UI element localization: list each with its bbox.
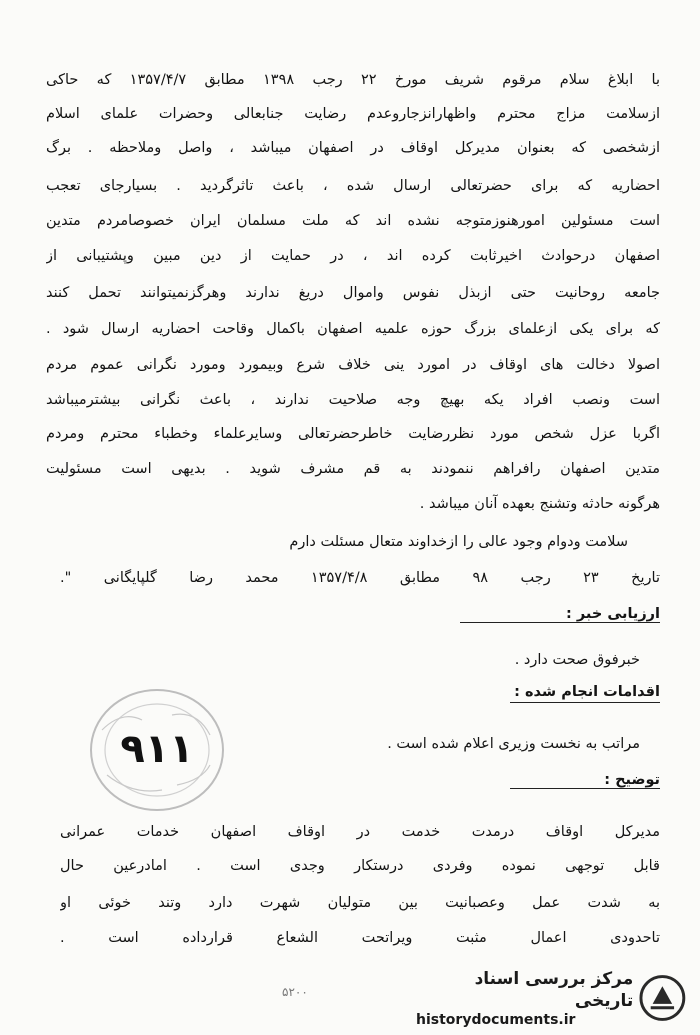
archive-logo-icon xyxy=(639,974,686,1022)
footer-branding xyxy=(416,969,686,1028)
letter-line: است مسئولین امورهنوزمتوجه نشده اند که ملت مسلمان ایران خصوصامردم متدین xyxy=(46,213,660,229)
letter-line: اگربا عزل شخص مورد نظررضایت خاطرحضرتعالی وسایرعلماء وخطباء محترم ومردم xyxy=(46,426,660,442)
actions-text: مراتب به نخست وزیری اعلام شده است . xyxy=(387,736,640,752)
evaluation-text: خبرفوق صحت دارد . xyxy=(514,652,640,668)
letter-line: با ابلاغ سلام مرقوم شریف مورخ ۲۲ رجب ۱۳۹۸ مطابق ۱۳۵۷/۴/۷ که حاکی xyxy=(46,72,660,88)
notes-line: مدیرکل اوقاف درمدت خدمت در اوقاف اصفهان خدمات عمرانی xyxy=(60,824,660,840)
actions-underline xyxy=(510,702,660,703)
letter-line: که برای یکی ازعلمای بزرگ حوزه علمیه اصفهان باکمال وقاحت احضاریه ارسال شود . xyxy=(46,321,660,337)
notes-label: توضیح : xyxy=(604,772,660,788)
letter-line: احضاریه که برای حضرتعالی ارسال شده ، باعث تاثرگردید . بسیارجای تعجب xyxy=(46,178,660,194)
evaluation-underline xyxy=(460,622,660,623)
actions-label: اقدامات انجام شده : xyxy=(514,684,660,700)
notes-line: به شدت عمل وعصبانیت بین متولیان شهرت دارد وتند خوئی او xyxy=(60,895,660,911)
closing-line: سلامت ودوام وجود عالی را ازخداوند متعال مسئلت دارم xyxy=(289,534,628,550)
footer-title: مرکز بررسی اسناد تاریخی xyxy=(474,969,634,1011)
letter-line: هرگونه حادثه وتشنج بعهده آنان میباشد . xyxy=(419,496,660,512)
letter-line: ازشخصی که بعنوان مدیرکل اوقاف در اصفهان میباشد ، واصل وملاحظه . برگ xyxy=(46,140,660,156)
letter-line: جامعه روحانیت حتی ازبذل نفوس واموال دریغ ندارند وهرگزنمیتوانند تحمل کنند xyxy=(46,285,660,301)
letter-line: است ونصب افراد یکه بهیچ وجه صلاحیت ندارند ، باعث نگرانی بیشترمیباشد xyxy=(46,392,660,408)
notes-line: قابل توجهی نموده وفردی درستکار وجدی است . امادرعین حال xyxy=(60,858,660,874)
evaluation-label: ارزیابی خبر : xyxy=(566,606,660,622)
letter-line: ازسلامت مزاج محترم واظهارانزجاروعدم رضایت جنابعالی وحضرات علمای اسلام xyxy=(46,106,660,122)
page-mark: ۵۲۰۰ xyxy=(282,985,308,999)
letter-line: متدین اصفهان رافراهم ننمودند به قم مشرف شوید . بدیهی است مسئولیت xyxy=(46,461,660,477)
stamp-seal xyxy=(82,680,232,820)
notes-line: تاحدودی اعمال مثبت ویراتحت الشعاع قرارداده است . xyxy=(60,930,660,946)
footer-url: historydocuments.ir xyxy=(416,1012,576,1028)
letter-line: اصفهان درحوادث اخیرثابت کرده اند ، در حمایت از دین مبین وپشتیبانی از xyxy=(46,248,660,264)
stamp-number: ۹۱۱ xyxy=(120,726,194,772)
signature-line: تاریخ ۲۳ رجب ۹۸ مطابق ۱۳۵۷/۴/۸ محمد رضا گلپایگانی ". xyxy=(60,570,660,586)
letter-line: اصولا دخالت های اوقاف در امورد ینی خلاف شرع وبیمورد ومورد نگرانی عموم مردم xyxy=(46,357,660,373)
notes-underline xyxy=(510,788,660,789)
